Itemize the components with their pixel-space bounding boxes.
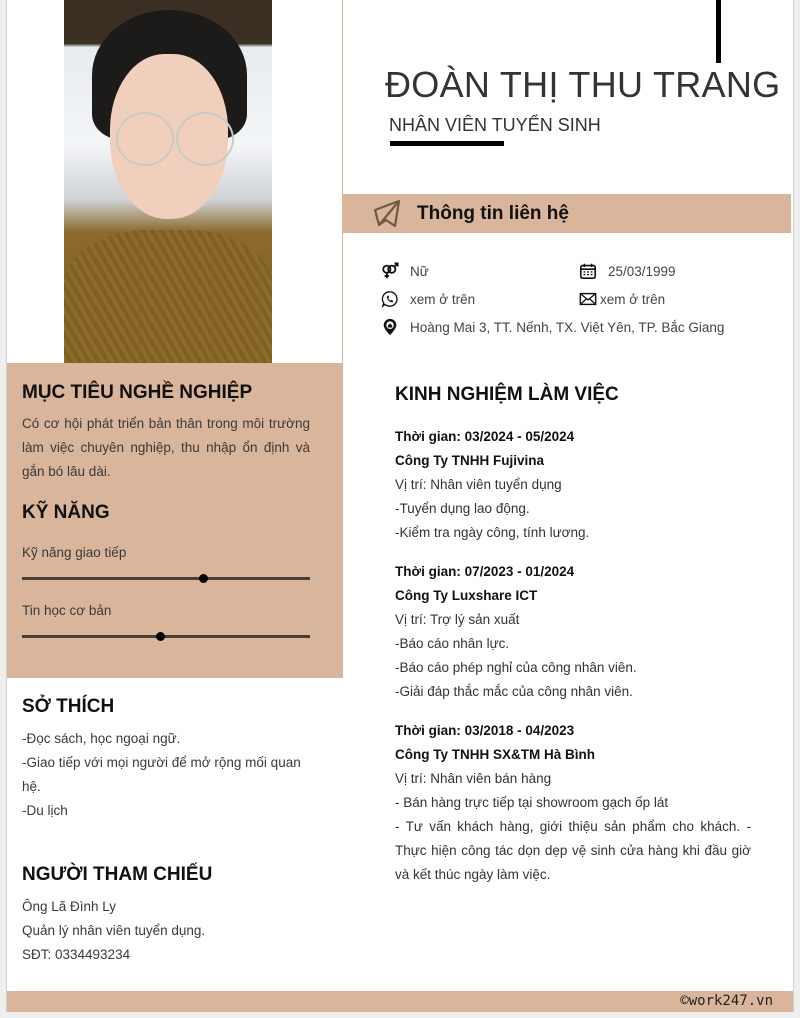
contact-email[interactable] [579,290,665,308]
reference-title: NGƯỜI THAM CHIẾU [22,864,213,885]
photo-glasses-right [176,112,234,166]
job-detail: -Kiểm tra ngày công, tính lương. [395,525,590,540]
gender-icon [381,262,399,280]
phone-value: xem ở trên [410,291,476,307]
skills-title: KỸ NĂNG [22,502,110,523]
candidate-name: ĐOÀN THỊ THU TRANG [385,64,781,105]
accent-bar-horizontal [390,141,504,146]
job-period: Thời gian: 03/2024 - 05/2024 [395,429,575,444]
job-company: Công Ty TNHH SX&TM Hà Bình [395,747,595,762]
hobbies-title: SỞ THÍCH [22,696,115,717]
hobby-item: -Giao tiếp với mọi người để mở rộng mối quan hệ. [22,755,301,794]
whatsapp-phone-icon [381,290,399,308]
contact-birthday [579,262,676,280]
skill-label: Kỹ năng giao tiếp [22,545,127,560]
objective-text: Có cơ hội phát triển bản thân trong môi trường làm việc chuyên nghiệp, thu nhập ổn định và gắn bó lâu dài. [22,416,310,479]
hobby-item: -Đọc sách, học ngoại ngữ. [22,731,181,746]
job-position: Vị trí: Nhân viên tuyển dụng [395,477,562,492]
reference-role: Quản lý nhân viên tuyển dụng. [22,923,206,938]
job-detail: -Giải đáp thắc mắc của công nhân viên. [395,684,633,699]
photo-glasses-left [116,112,174,166]
job-detail: -Báo cáo phép nghỉ của công nhân viên. [395,660,637,675]
birthday-value: 25/03/1999 [608,263,676,279]
experience-item [395,425,751,545]
skill-bar [22,577,310,580]
contact-address [381,318,724,336]
location-pin-icon [381,318,399,336]
contact-header-label: Thông tin liên hệ [417,203,569,224]
job-position: Vị trí: Nhân viên bán hàng [395,771,552,786]
job-detail: - Bán hàng trực tiếp tại showroom gạch ốp lát [395,795,669,810]
column-divider [342,0,343,363]
address-value: Hoàng Mai 3, TT. Nếnh, TX. Việt Yên, TP. Bắc Giang [410,319,725,335]
objective-title: MỤC TIÊU NGHỀ NGHIỆP [22,382,253,403]
job-position: Vị trí: Trợ lý sản xuất [395,612,520,627]
profile-photo [64,0,272,363]
footer-bar [7,991,793,1012]
skill-computer [22,603,310,618]
job-detail: -Tuyển dụng lao động. [395,501,530,516]
job-period: Thời gian: 07/2023 - 01/2024 [395,564,575,579]
reference-phone: SĐT: 0334493234 [22,947,131,962]
contact-phone[interactable] [381,290,475,308]
gender-value: Nữ [410,263,429,279]
skill-bar [22,635,310,638]
skill-communication [22,545,310,560]
job-company: Công Ty Luxshare ICT [395,588,538,603]
calendar-icon [579,262,597,280]
job-company: Công Ty TNHH Fujivina [395,453,544,468]
copyright[interactable]: ©work247.vn [680,993,773,1009]
accent-bar-vertical [716,0,721,63]
skill-label: Tin học cơ bản [22,603,112,618]
candidate-title: NHÂN VIÊN TUYỂN SINH [389,115,601,135]
contact-header [343,194,791,233]
photo-shirt [64,230,272,363]
reference-list [22,895,322,967]
job-detail: - Tư vấn khách hàng, giới thiệu sản phẩm cho khách. - Thực hiện công tác dọn dẹp vệ sinh cửa hàng khi đầu giờ và kết thúc ngày làm việc. [395,819,751,882]
envelope-icon [579,290,597,308]
experience-item [395,719,751,887]
job-period: Thời gian: 03/2018 - 04/2023 [395,723,575,738]
experience-item [395,560,751,704]
contact-gender [381,262,429,280]
experience-title: KINH NGHIỆM LÀM VIỆC [395,384,619,405]
hobbies-list [22,727,322,823]
cv-page [6,0,794,1012]
hobby-item: -Du lịch [22,803,68,818]
reference-name: Ông Lã Đình Ly [22,899,117,914]
email-value: xem ở trên [600,291,666,307]
paper-plane-icon [371,198,403,230]
job-detail: -Báo cáo nhân lực. [395,636,510,651]
